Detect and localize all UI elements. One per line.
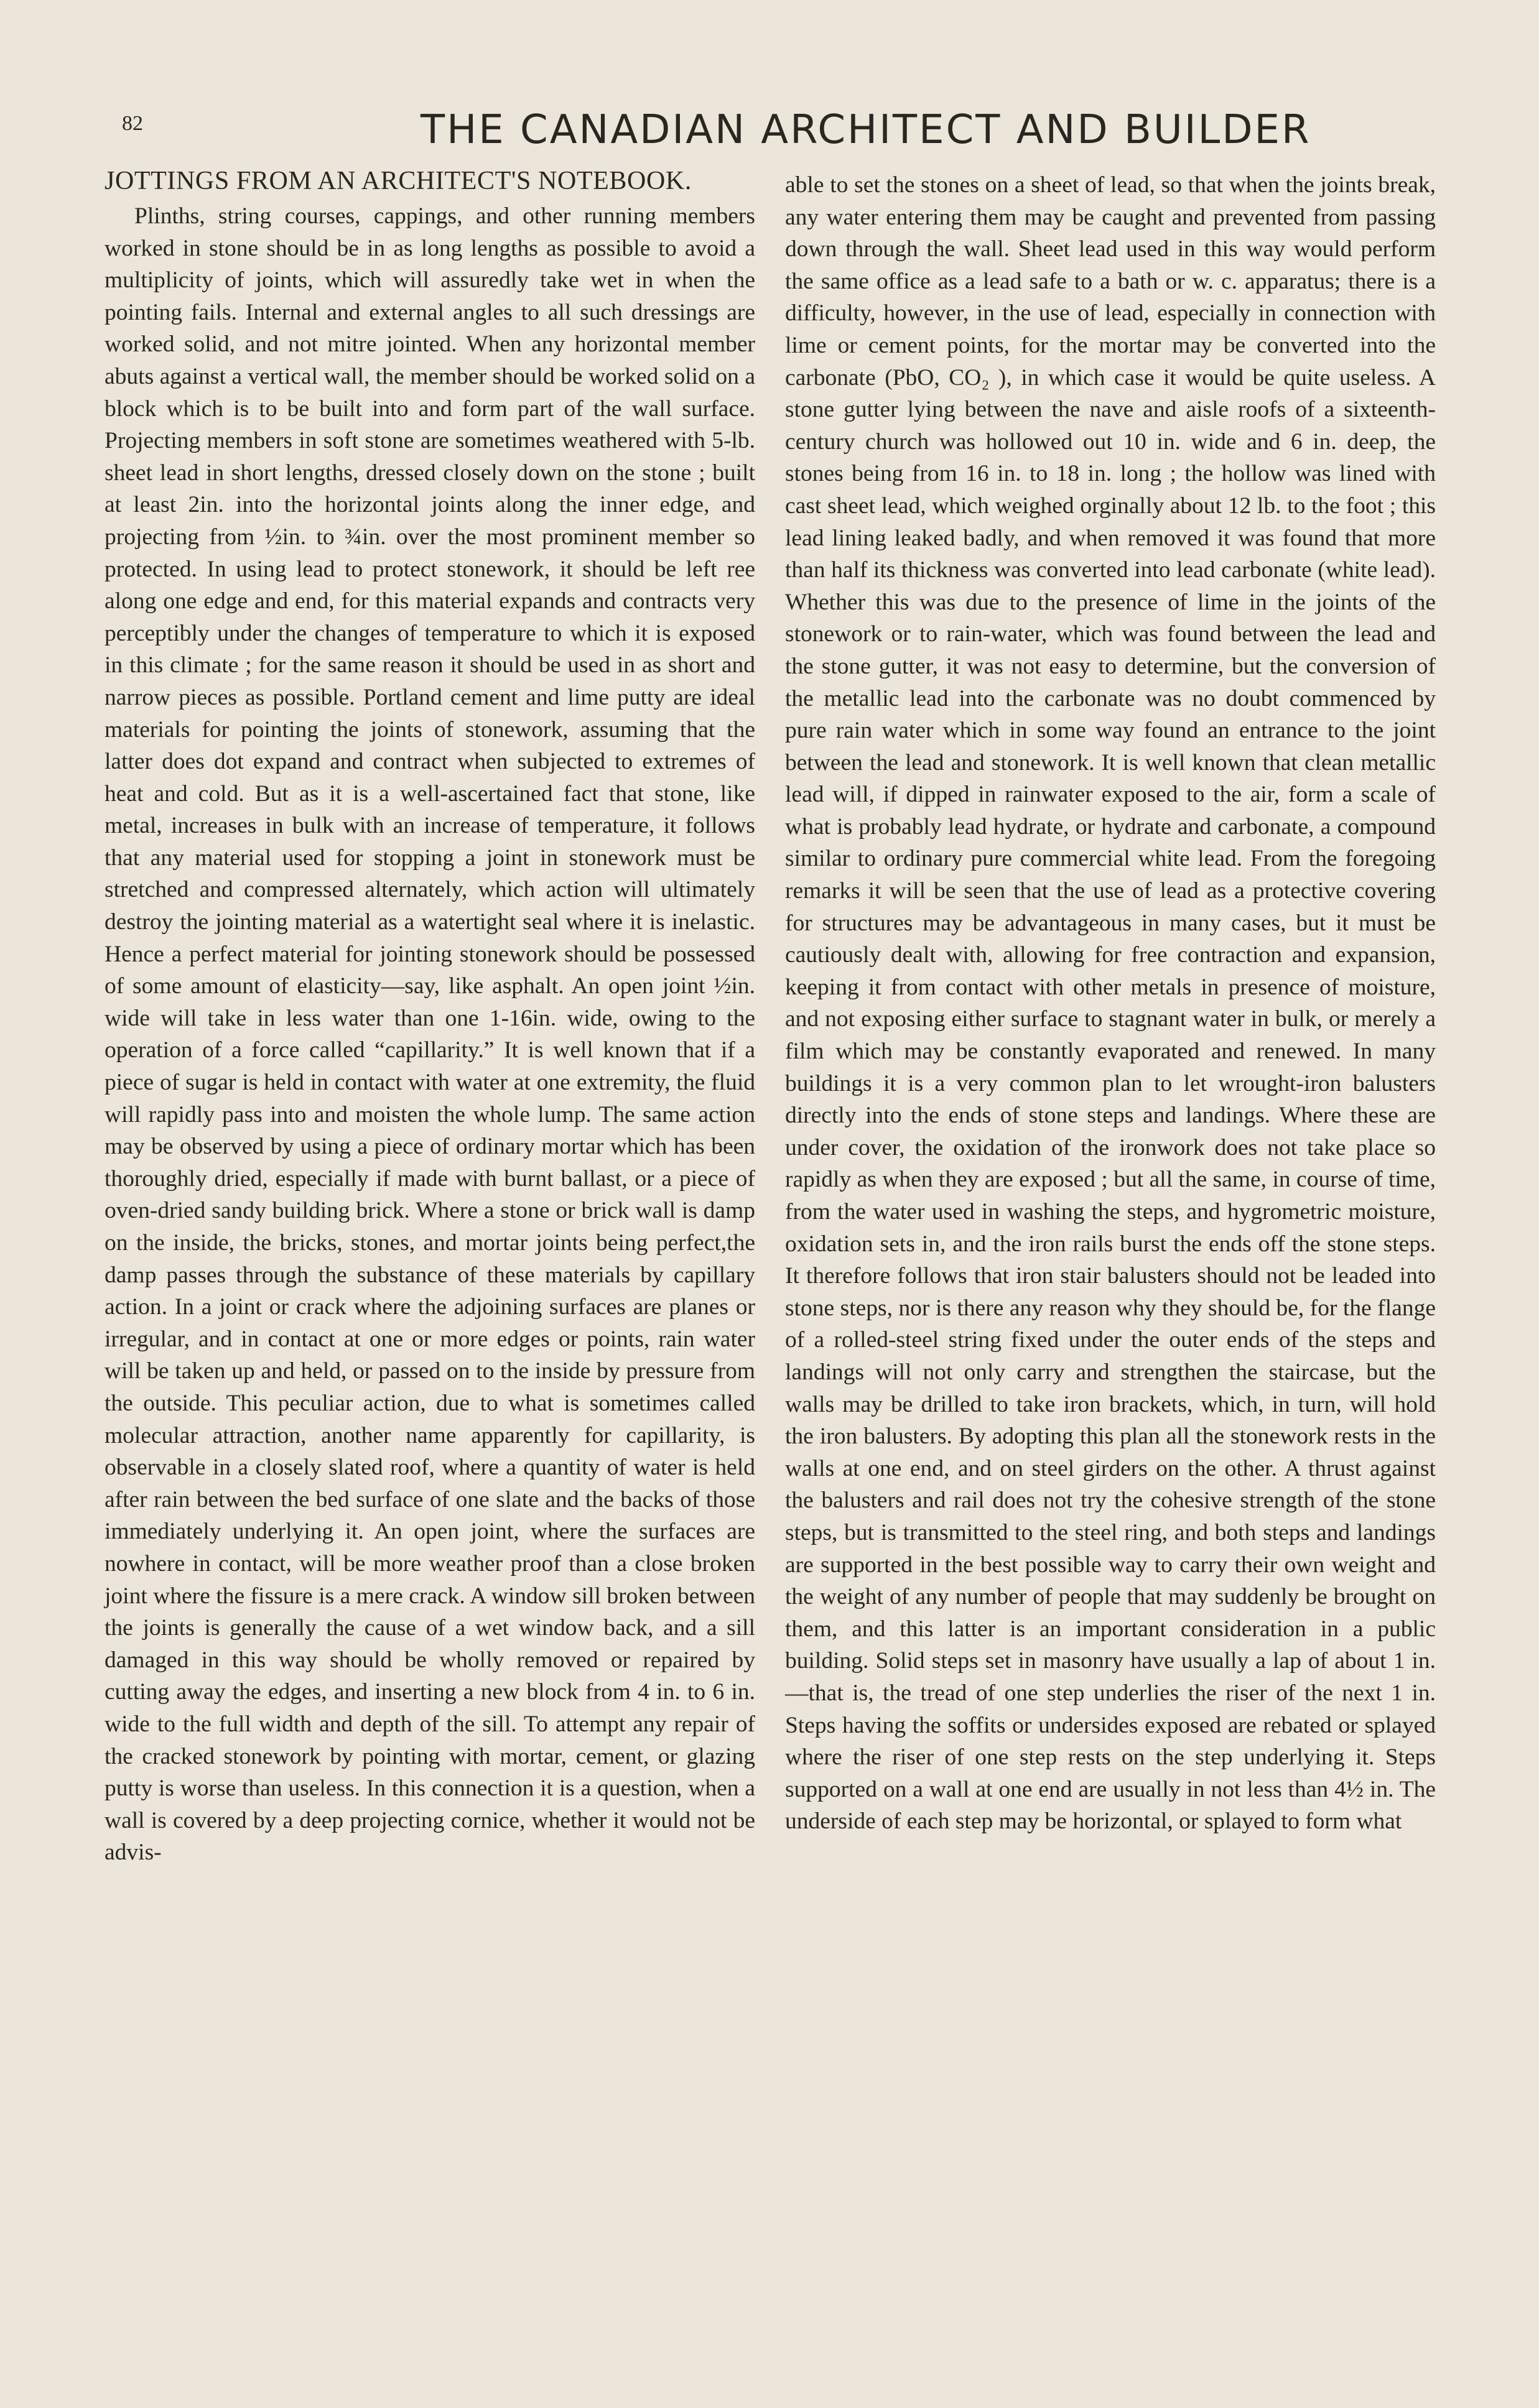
journal-title: THE CANADIAN ARCHITECT AND BUILDER (421, 107, 1311, 153)
article-title: JOTTINGS FROM AN ARCHITECT'S NOTEBOOK. (105, 167, 692, 195)
right-column-text: able to set the stones on a sheet of lead, so that when the joints break, any water entering them may be caught and prevented from passing down through the wall. Sheet lead used in this way would perform the same office as a lead safe to a bath or w. c. apparatus; there is a difficulty, however, in the use of lead, especially in connection with lime or cement points, for the mortar may be converted into the carbonate (PbO, CO₂ ), in which case it would be quite useless. A stone gutter lying between the nave and aisle roofs of a sixteenth-century church was hollowed out 10 in. wide and 6 in. deep, the stones being from 16 in. to 18 in. long ; the hollow was lined with cast sheet lead, which weighed orginally about 12 lb. to the foot ; this lead lining leaked badly, and when removed it was found that more than half its thickness was converted into lead carbonate (white lead). Whether this was due to the presence of lime in the joints of the stonework or to rain-water, which was found between the lead and the stone gutter, it was not easy to determine, but the conversion of the metallic lead into the carbonate was no doubt commenced by pure rain water which in some way found an entrance to the joint between the lead and stonework. It is well known that clean metallic lead will, if dipped in rainwater exposed to the air, form a scale of what is probably lead hydrate, or hydrate and carbonate, a compound similar to ordinary pure commercial white lead. From the foregoing remarks it will be seen that the use of lead as a protective covering for structures may be advantageous in many cases, but it must be cautiously dealt with, allowing for free contraction and expansion, keeping it from contact with other metals in presence of moisture, and not exposing either surface to stagnant water in bulk, or merely a film which may be constantly evaporated and renewed. In many buildings it is a very common plan to let wrought-iron balusters directly into the ends of stone steps and landings. Where these are under cover, the oxidation of the ironwork does not take place so rapidly as when they are exposed ; but all the same, in course of time, from the water used in washing the steps, and hygrometric moisture, oxidation sets in, and the iron rails burst the ends off the stone steps. It therefore follows that iron stair balusters should not be leaded into stone steps, nor is there any reason why they should be, for the flange of a rolled-steel string fixed under the outer ends of the steps and landings will not only carry and strengthen the staircase, but the walls may be drilled to take iron brackets, which, in turn, will hold the iron balusters. By adopting this plan all the stonework rests in the walls at one end, and on steel girders on the other. A thrust against the balusters and rail does not try the cohesive strength of the stone steps, but is transmitted to the steel ring, and both steps and landings are supported in the best possible way to carry their own weight and the weight of any number of people that may suddenly be brought on them, and this latter is an important consideration in a public building. Solid steps set in masonry have usually a lap of about 1 in.—that is, the tread of one step underlies the riser of the next 1 in. Steps having the soffits or undersides exposed are rebated or splayed where the riser of one step rests on the step underlying it. Steps supported on a wall at one end are usually in not less than 4½ in. The underside of each step may be horizontal, or splayed to form what (785, 172, 1436, 1835)
page-number: 82 (122, 112, 143, 135)
left-column (105, 163, 755, 1869)
left-column-text: Plinths, string courses, cappings, and other running members worked in stone should be in as long lengths as possible to avoid a multiplicity of joints, which will assuredly take wet in when the pointing fails. Internal and external angles to all such dressings are worked solid, and not mitre jointed. When any horizontal member abuts against a vertical wall, the member should be worked solid on a block which is to be built into and form part of the wall surface. Projecting members in soft stone are sometimes weathered with 5-lb. sheet lead in short lengths, dressed closely down on the stone ; built at least 2in. into the horizontal joints along the inner edge, and projecting from ½in. to ¾in. over the most prominent member so protected. In using lead to protect stonework, it should be left ree along one edge and end, for this material expands and contracts very perceptibly under the changes of temperature to which it is exposed in this climate ; for the same reason it should be used in as short and narrow pieces as possible. Portland cement and lime putty are ideal materials for pointing the joints of stonework, assuming that the latter does dot expand and contract when subjected to extremes of heat and cold. But as it is a well-ascertained fact that stone, like metal, increases in bulk with an increase of temperature, it follows that any material used for stopping a joint in stonework must be stretched and compressed alternately, which action will ultimately destroy the jointing material as a watertight seal where it is inelastic. Hence a perfect material for jointing stonework should be possessed of some amount of elasticity—say, like asphalt. An open joint ½in. wide will take in less water than one 1-16in. wide, owing to the operation of a force called “capillarity.” It is well known that if a piece of sugar is held in contact with water at one extremity, the fluid will rapidly pass into and moisten the whole lump. The same action may be observed by using a piece of ordinary mortar which has been thoroughly dried, especially if made with burnt ballast, or a piece of oven-dried sandy building brick. Where a stone or brick wall is damp on the inside, the bricks, stones, and mortar joints being perfect,the damp passes through the substance of these materials by capillary action. In a joint or crack where the adjoining surfaces are planes or irregular, and in contact at one or more edges or points, rain water will be taken up and held, or passed on to the inside by pressure from the outside. This peculiar action, due to what is sometimes called molecular attraction, another name apparently for capillarity, is observable in a closely slated roof, where a quantity of water is held after rain between the bed surface of one slate and the backs of those immediately underlying it. An open joint, where the surfaces are nowhere in contact, will be more weather proof than a close broken joint where the fissure is a mere crack. A window sill broken between the joints is generally the cause of a wet window back, and a sill damaged in this way should be wholly removed or repaired by cutting away the edges, and inserting a new block from 4 in. to 6 in. wide to the full width and depth of the sill. To attempt any repair of the cracked stonework by pointing with mortar, cement, or glazing putty is worse than useless. In this connection it is a question, when a wall is covered by a deep projecting cornice, whether it would not be advis- (105, 203, 755, 1866)
right-column (785, 169, 1436, 1838)
